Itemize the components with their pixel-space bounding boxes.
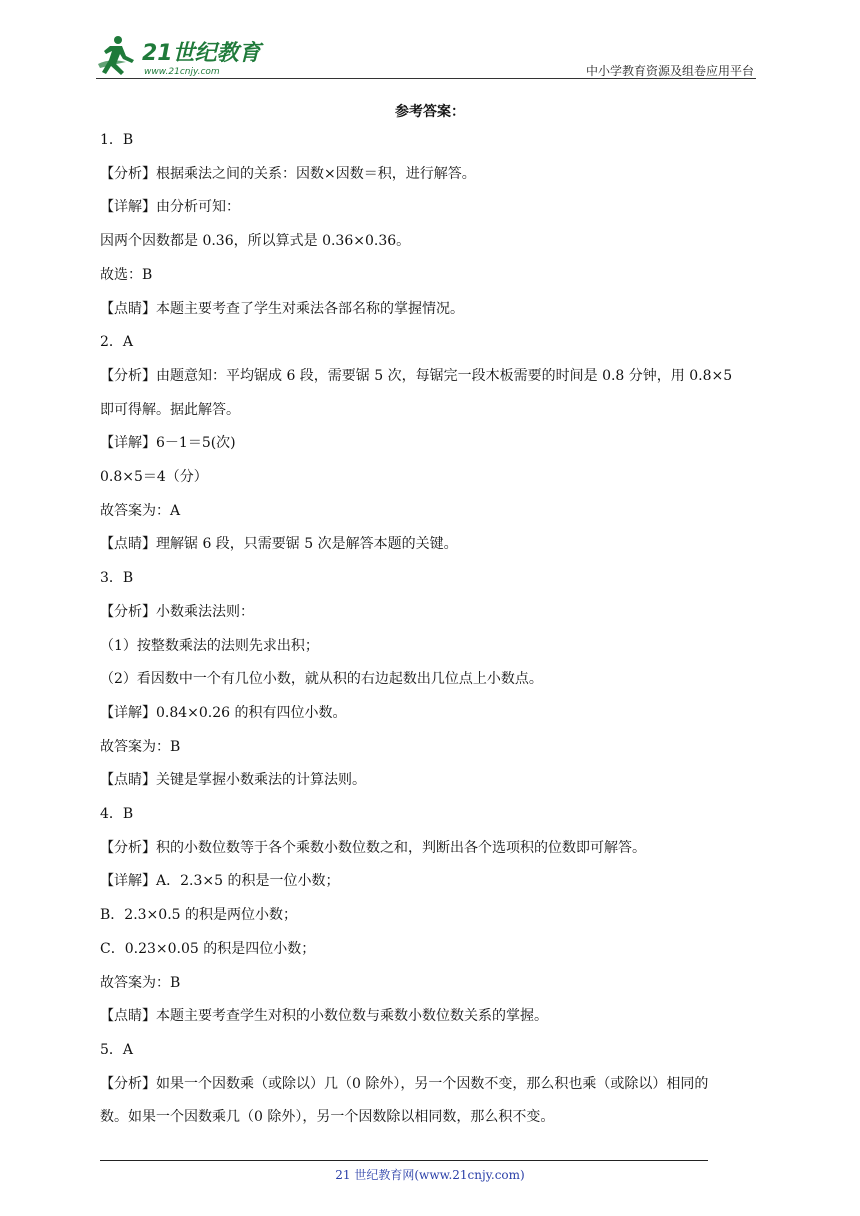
logo-url: www.21cnjy.com <box>144 67 220 77</box>
footer-link[interactable]: 21 世纪教育网(www.21cnjy.com) <box>335 1168 525 1182</box>
text-line: 【点睛】理解锯 6 段，只需要锯 5 次是解答本题的关键。 <box>100 536 458 553</box>
text-line: 即可得解。据此解答。 <box>100 401 240 418</box>
text-line: 【详解】0.84×0.26 的积有四位小数。 <box>100 704 347 721</box>
text-line: 【详解】由分析可知： <box>100 199 240 216</box>
text-line: 3．B <box>100 570 134 587</box>
text-line: 故答案为：B <box>100 974 181 991</box>
text-line: 【分析】如果一个因数乘（或除以）几（0 除外），另一个因数不变，那么积也乘（或除以）相同的 <box>100 1075 709 1092</box>
answer-content <box>100 124 760 1135</box>
page-title: 参考答案： <box>395 104 465 120</box>
platform-name: 中小学教育资源及组卷应用平台 <box>585 64 754 78</box>
text-line: 1．B <box>100 132 134 148</box>
text-line: 故答案为：A <box>100 502 181 519</box>
text-line: （1）按整数乘法的法则先求出积； <box>100 637 319 654</box>
text-line: 【分析】小数乘法法则： <box>100 603 254 620</box>
page-header <box>0 0 860 90</box>
text-line: 因两个因数都是 0.36，所以算式是 0.36×0.36。 <box>100 233 411 250</box>
text-line: C．0.23×0.05 的积是四位小数； <box>100 940 316 957</box>
text-line: 【点睛】本题主要考查了学生对乘法各部名称的掌握情况。 <box>100 300 464 317</box>
text-line: 【分析】根据乘法之间的关系：因数×因数＝积，进行解答。 <box>100 165 476 182</box>
text-line: 【详解】A．2.3×5 的积是一位小数； <box>100 873 340 890</box>
logo-text: 21世纪教育 <box>142 41 261 66</box>
text-line: 5．A <box>100 1041 134 1058</box>
logo-21cnjy <box>96 34 266 80</box>
text-line: 【分析】积的小数位数等于各个乘数小数位数之和，判断出各个选项积的位数即可解答。 <box>100 839 646 856</box>
footer-divider <box>100 1160 708 1161</box>
text-line: 故选：B <box>100 266 153 283</box>
text-line: 2．A <box>100 334 134 351</box>
text-line: 【点睛】本题主要考查学生对积的小数位数与乘数小数位数关系的掌握。 <box>100 1008 548 1025</box>
header-divider <box>96 78 756 79</box>
text-line: 0.8×5＝4（分） <box>100 469 208 486</box>
text-line: 数。如果一个因数乘几（0 除外），另一个因数除以相同数，那么积不变。 <box>100 1109 555 1126</box>
text-line: （2）看因数中一个有几位小数，就从积的右边起数出几位点上小数点。 <box>100 671 543 688</box>
text-line: 【点睛】关键是掌握小数乘法的计算法则。 <box>100 772 366 789</box>
text-line: 4．B <box>100 806 134 823</box>
text-line: B．2.3×0.5 的积是两位小数； <box>100 907 297 924</box>
text-line: 故答案为：B <box>100 738 181 755</box>
text-line: 【详解】6－1＝5(次) <box>100 435 236 452</box>
text-line: 【分析】由题意知：平均锯成 6 段，需要锯 5 次，每锯完一段木板需要的时间是 0.8 分钟，用 0.8×5 <box>100 367 733 384</box>
